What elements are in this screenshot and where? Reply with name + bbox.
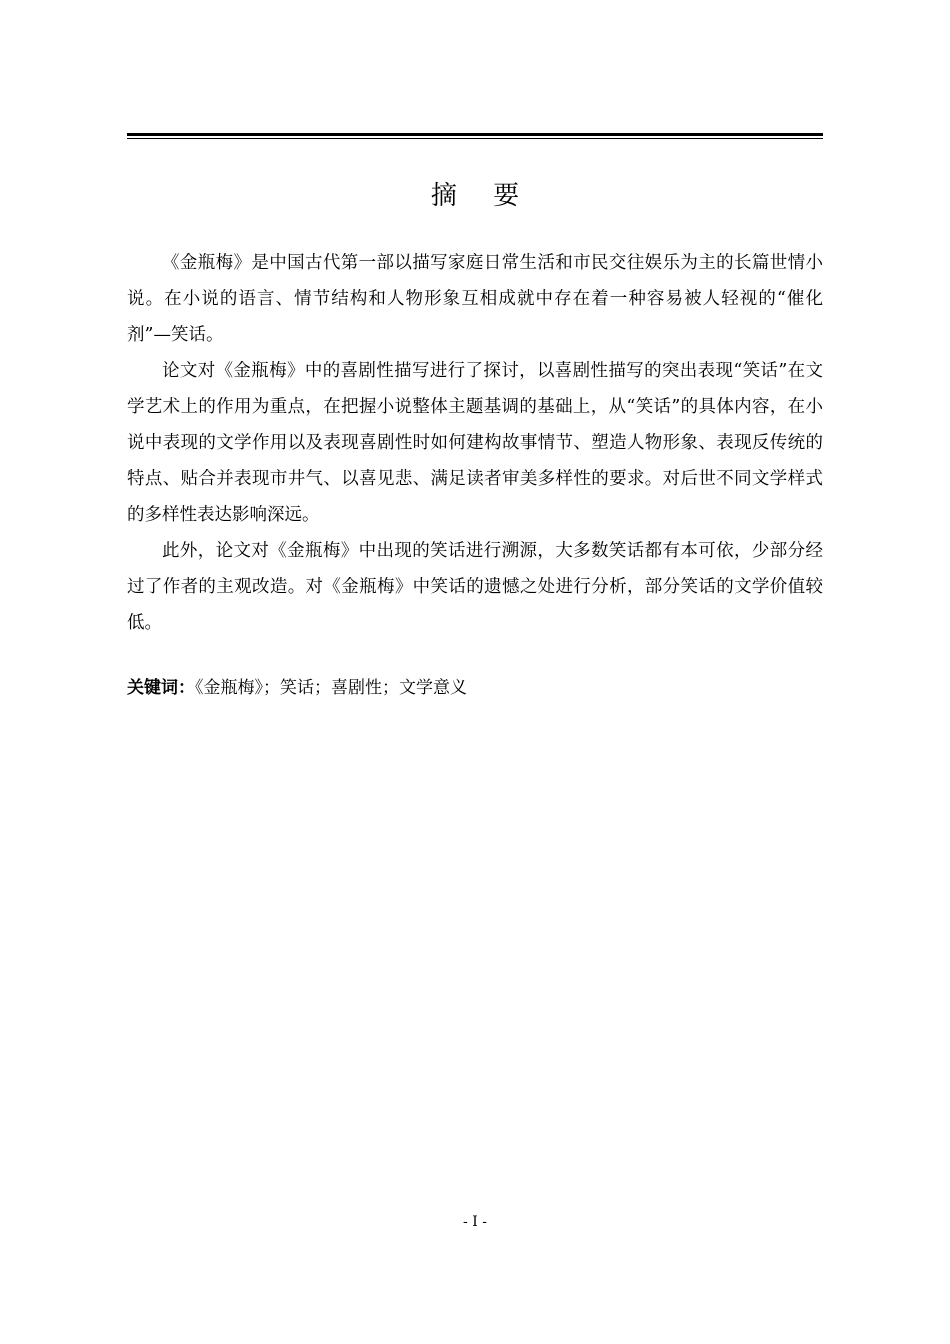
abstract-body [127,245,823,641]
header-rule [127,133,823,139]
header-rule-thick [127,133,823,136]
keywords-label: 关键词： [127,678,195,698]
abstract-paragraph-2: 论文对《金瓶梅》中的喜剧性描写进行了探讨，以喜剧性描写的突出表现“笑话”在文学艺术上的作用为重点，在把握小说整体主题基调的基础上，从“笑话”的具体内容，在小说中表现的文学作用以及表现喜剧性时如何建构故事情节、塑造人物形象、表现反传统的特点、贴合并表现市井气、以喜见悲、满足读者审美多样性的要求。对后世不同文学样式的多样性表达影响深远。 [127,361,823,525]
abstract-paragraph-1: 《金瓶梅》是中国古代第一部以描写家庭日常生活和市民交往娱乐为主的长篇世情小说。在小说的语言、情节结构和人物形象互相成就中存在着一种容易被人轻视的“催化剂”—笑话。 [127,253,823,345]
abstract-title: 摘 要 [430,181,534,211]
header-rule-thin [127,138,823,139]
page-number: - I - [463,1214,487,1230]
keywords-line [127,670,823,706]
keywords-text: 《金瓶梅》；笑话；喜剧性；文学意义 [195,678,467,698]
abstract-paragraph-3: 此外，论文对《金瓶梅》中出现的笑话进行溯源，大多数笑话都有本可依，少部分经过了作者的主观改造。对《金瓶梅》中笑话的遗憾之处进行分析，部分笑话的文学价值较低。 [127,541,823,633]
